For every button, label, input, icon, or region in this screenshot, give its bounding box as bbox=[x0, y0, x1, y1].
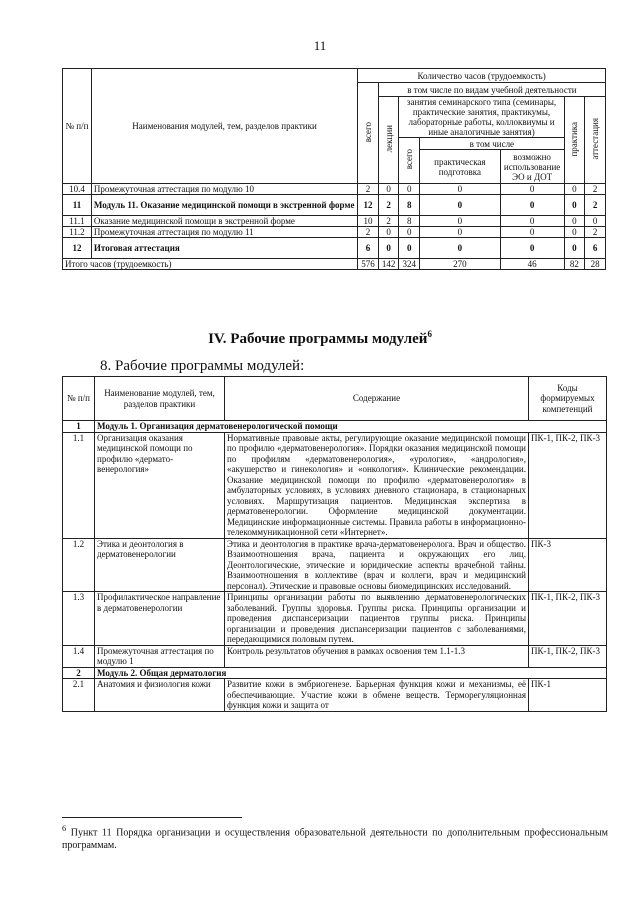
table-row bbox=[63, 195, 606, 216]
table-row bbox=[63, 216, 606, 227]
row-value: 0 bbox=[420, 238, 501, 259]
total-cell: 324 bbox=[399, 259, 420, 270]
module-row bbox=[63, 667, 607, 679]
row-value: 0 bbox=[564, 184, 585, 195]
col-seminar-header: занятия семинарского типа (семинары, практические занятия, практикумы, лабораторные работы, коллоквиумы и иные аналогичные занятия) bbox=[399, 97, 564, 138]
row-codes: ПК-1, ПК-2, ПК-3 bbox=[529, 592, 607, 646]
row-value: 0 bbox=[420, 216, 501, 227]
row-num: 11.1 bbox=[63, 216, 92, 227]
row-value: 0 bbox=[378, 184, 399, 195]
row-value: 0 bbox=[420, 195, 501, 216]
col-attestation-header: аттестация bbox=[585, 97, 606, 184]
col-content-header: Содержание bbox=[225, 377, 529, 421]
subtitle: 8. Рабочие программы модулей: bbox=[100, 358, 305, 374]
row-name: Промежуточная аттестация по модулю 10 bbox=[91, 184, 357, 195]
row-codes: ПК-3 bbox=[529, 538, 607, 592]
hours-table bbox=[62, 68, 606, 270]
total-cell: 46 bbox=[500, 259, 564, 270]
row-value: 8 bbox=[399, 195, 420, 216]
col-name-header: Наименование модулей, тем, разделов практики bbox=[95, 377, 225, 421]
table-row bbox=[63, 184, 606, 195]
row-value: 12 bbox=[358, 195, 379, 216]
row-value: 6 bbox=[358, 238, 379, 259]
row-num: 1.4 bbox=[63, 645, 95, 667]
table-row bbox=[63, 227, 606, 238]
table-row bbox=[63, 592, 607, 646]
page-number: 11 bbox=[313, 38, 327, 53]
row-codes: ПК-1, ПК-2, ПК-3 bbox=[529, 645, 607, 667]
footnote-divider bbox=[62, 817, 242, 818]
total-cell: 28 bbox=[585, 259, 606, 270]
row-value: 0 bbox=[378, 227, 399, 238]
row-name: Профилактическое направление в дерматовенерологии bbox=[95, 592, 225, 646]
row-value: 0 bbox=[500, 216, 564, 227]
row-num: 1.3 bbox=[63, 592, 95, 646]
row-name: Промежуточная аттестация по модулю 1 bbox=[95, 645, 225, 667]
row-num: 2.1 bbox=[63, 679, 95, 712]
total-row bbox=[63, 259, 606, 270]
total-label: Итого часов (трудоемкость) bbox=[63, 259, 358, 270]
row-codes: ПК-1, ПК-2, ПК-3 bbox=[529, 432, 607, 538]
table-row bbox=[63, 432, 607, 538]
row-content: Этика и деонтология в практике врача-дерматовенеролога. Врач и общество. Взаимоотношения врача, пациента и окружающих его лиц. Деонтологические, этические и юридические аспекты врачебной тайны. Взаимоотношения в коллективе (врач и коллеги, врач и медицинский персонал). Этические и правовые основы биомедицинских исследований. bbox=[225, 538, 529, 592]
row-value: 0 bbox=[564, 227, 585, 238]
programs-table bbox=[62, 376, 607, 712]
col-num-header: № п/п bbox=[63, 377, 95, 421]
row-content: Контроль результатов обучения в рамках освоения тем 1.1-1.3 bbox=[225, 645, 529, 667]
row-name: Модуль 11. Оказание медицинской помощи в экстренной форме bbox=[91, 195, 357, 216]
row-value: 2 bbox=[358, 227, 379, 238]
footnote-text: Пункт 11 Порядка организации и осуществления образовательной деятельности по дополнительным профессиональным программам. bbox=[62, 827, 608, 852]
row-num: 1.2 bbox=[63, 538, 95, 592]
row-value: 0 bbox=[564, 195, 585, 216]
row-value: 0 bbox=[420, 184, 501, 195]
row-content: Принципы организации работы по выявлению дерматовенерологических заболеваний. Группы здоровья. Группы риска. Принципы организации и проведения диспансеризации пациентов группы риска. Принципы организации и проведения диспансеризации пациентов с заболеваниями, передающимися половым путем. bbox=[225, 592, 529, 646]
row-name: Промежуточная аттестация по модулю 11 bbox=[91, 227, 357, 238]
total-cell: 82 bbox=[564, 259, 585, 270]
col-prac-prep-header: практическая подготовка bbox=[420, 150, 501, 184]
row-name: Оказание медицинской помощи в экстренной форме bbox=[91, 216, 357, 227]
row-value: 0 bbox=[399, 238, 420, 259]
module-row bbox=[63, 421, 607, 433]
table-row bbox=[63, 645, 607, 667]
module-num: 1 bbox=[63, 421, 95, 433]
row-value: 2 bbox=[585, 227, 606, 238]
col-total-header: всего bbox=[358, 83, 379, 184]
total-cell: 576 bbox=[358, 259, 379, 270]
table-row bbox=[63, 538, 607, 592]
row-name: Итоговая аттестация bbox=[91, 238, 357, 259]
row-value: 0 bbox=[420, 227, 501, 238]
row-value: 0 bbox=[564, 238, 585, 259]
col-name-header: Наименования модулей, тем, разделов практики bbox=[91, 69, 357, 184]
total-cell: 270 bbox=[420, 259, 501, 270]
row-value: 0 bbox=[399, 184, 420, 195]
by-type-header: в том числе по видам учебной деятельности bbox=[378, 83, 605, 97]
col-sem-total-header: всего bbox=[399, 138, 420, 184]
row-value: 0 bbox=[399, 227, 420, 238]
row-value: 2 bbox=[585, 195, 606, 216]
row-value: 0 bbox=[378, 238, 399, 259]
col-eo-header: возможно использование ЭО и ДОТ bbox=[500, 150, 564, 184]
row-value: 0 bbox=[500, 184, 564, 195]
row-value: 2 bbox=[358, 184, 379, 195]
row-name: Этика и деонтология в дерматовенерологии bbox=[95, 538, 225, 592]
row-value: 0 bbox=[500, 227, 564, 238]
row-codes: ПК-1 bbox=[529, 679, 607, 712]
col-codes-header: Коды формируемых компетенций bbox=[529, 377, 607, 421]
row-num: 11.2 bbox=[63, 227, 92, 238]
module-num: 2 bbox=[63, 667, 95, 679]
table-row bbox=[63, 679, 607, 712]
row-content: Нормативные правовые акты, регулирующие оказание медицинской помощи по профилю «дерматовенерология». Порядки оказания медицинской помощи по профилям «дерматовенерология», «урология», «андрология», «акушерство и гинекология» и «онкология». Клинические рекомендации. Оказание медицинской помощи по профилю «дерматовенерология» в амбулаторных условиях, в условиях дневного стационара, в стационарных условиях. Маршрутизация пациентов. Медицинская экспертиза в дерматовенерологии. Оформление медицинской документации. Медицинские информационные системы. Правила работы в информационно-телекоммуникационной сети «Интернет». bbox=[225, 432, 529, 538]
total-cell: 142 bbox=[378, 259, 399, 270]
module-title: Модуль 2. Общая дерматология bbox=[95, 667, 607, 679]
footnote-mark: 6 bbox=[62, 824, 67, 833]
row-num: 10.4 bbox=[63, 184, 92, 195]
col-lectures-header: лекции bbox=[378, 97, 399, 184]
row-value: 2 bbox=[585, 184, 606, 195]
footnote bbox=[62, 822, 608, 852]
row-content: Развитие кожи в эмбриогенезе. Барьерная функция кожи и механизмы, её обеспечивающие. Участие кожи в обмене веществ. Терморегуляционная функция кожи и защита от bbox=[225, 679, 529, 712]
table-row bbox=[63, 238, 606, 259]
row-num: 1.1 bbox=[63, 432, 95, 538]
row-value: 0 bbox=[500, 195, 564, 216]
footnote-ref: 6 bbox=[427, 329, 432, 339]
row-value: 2 bbox=[378, 216, 399, 227]
hours-group-header: Количество часов (трудоемкость) bbox=[358, 69, 606, 83]
row-value: 0 bbox=[585, 216, 606, 227]
row-value: 8 bbox=[399, 216, 420, 227]
section-title: IV. Рабочие программы модулей$^6$ bbox=[208, 329, 432, 347]
col-practice-header: практика bbox=[564, 97, 585, 184]
row-value: 2 bbox=[378, 195, 399, 216]
row-value: 0 bbox=[564, 216, 585, 227]
row-name: Организация оказания медицинской помощи по профилю «дермато-венерология» bbox=[95, 432, 225, 538]
row-num: 12 bbox=[63, 238, 92, 259]
row-value: 10 bbox=[358, 216, 379, 227]
row-value: 6 bbox=[585, 238, 606, 259]
row-num: 11 bbox=[63, 195, 92, 216]
incl-header: в том числе bbox=[420, 138, 564, 150]
row-value: 0 bbox=[500, 238, 564, 259]
row-name: Анатомия и физиология кожи bbox=[95, 679, 225, 712]
col-num-header: № п/п bbox=[63, 69, 92, 184]
module-title: Модуль 1. Организация дерматовенерологической помощи bbox=[95, 421, 607, 433]
